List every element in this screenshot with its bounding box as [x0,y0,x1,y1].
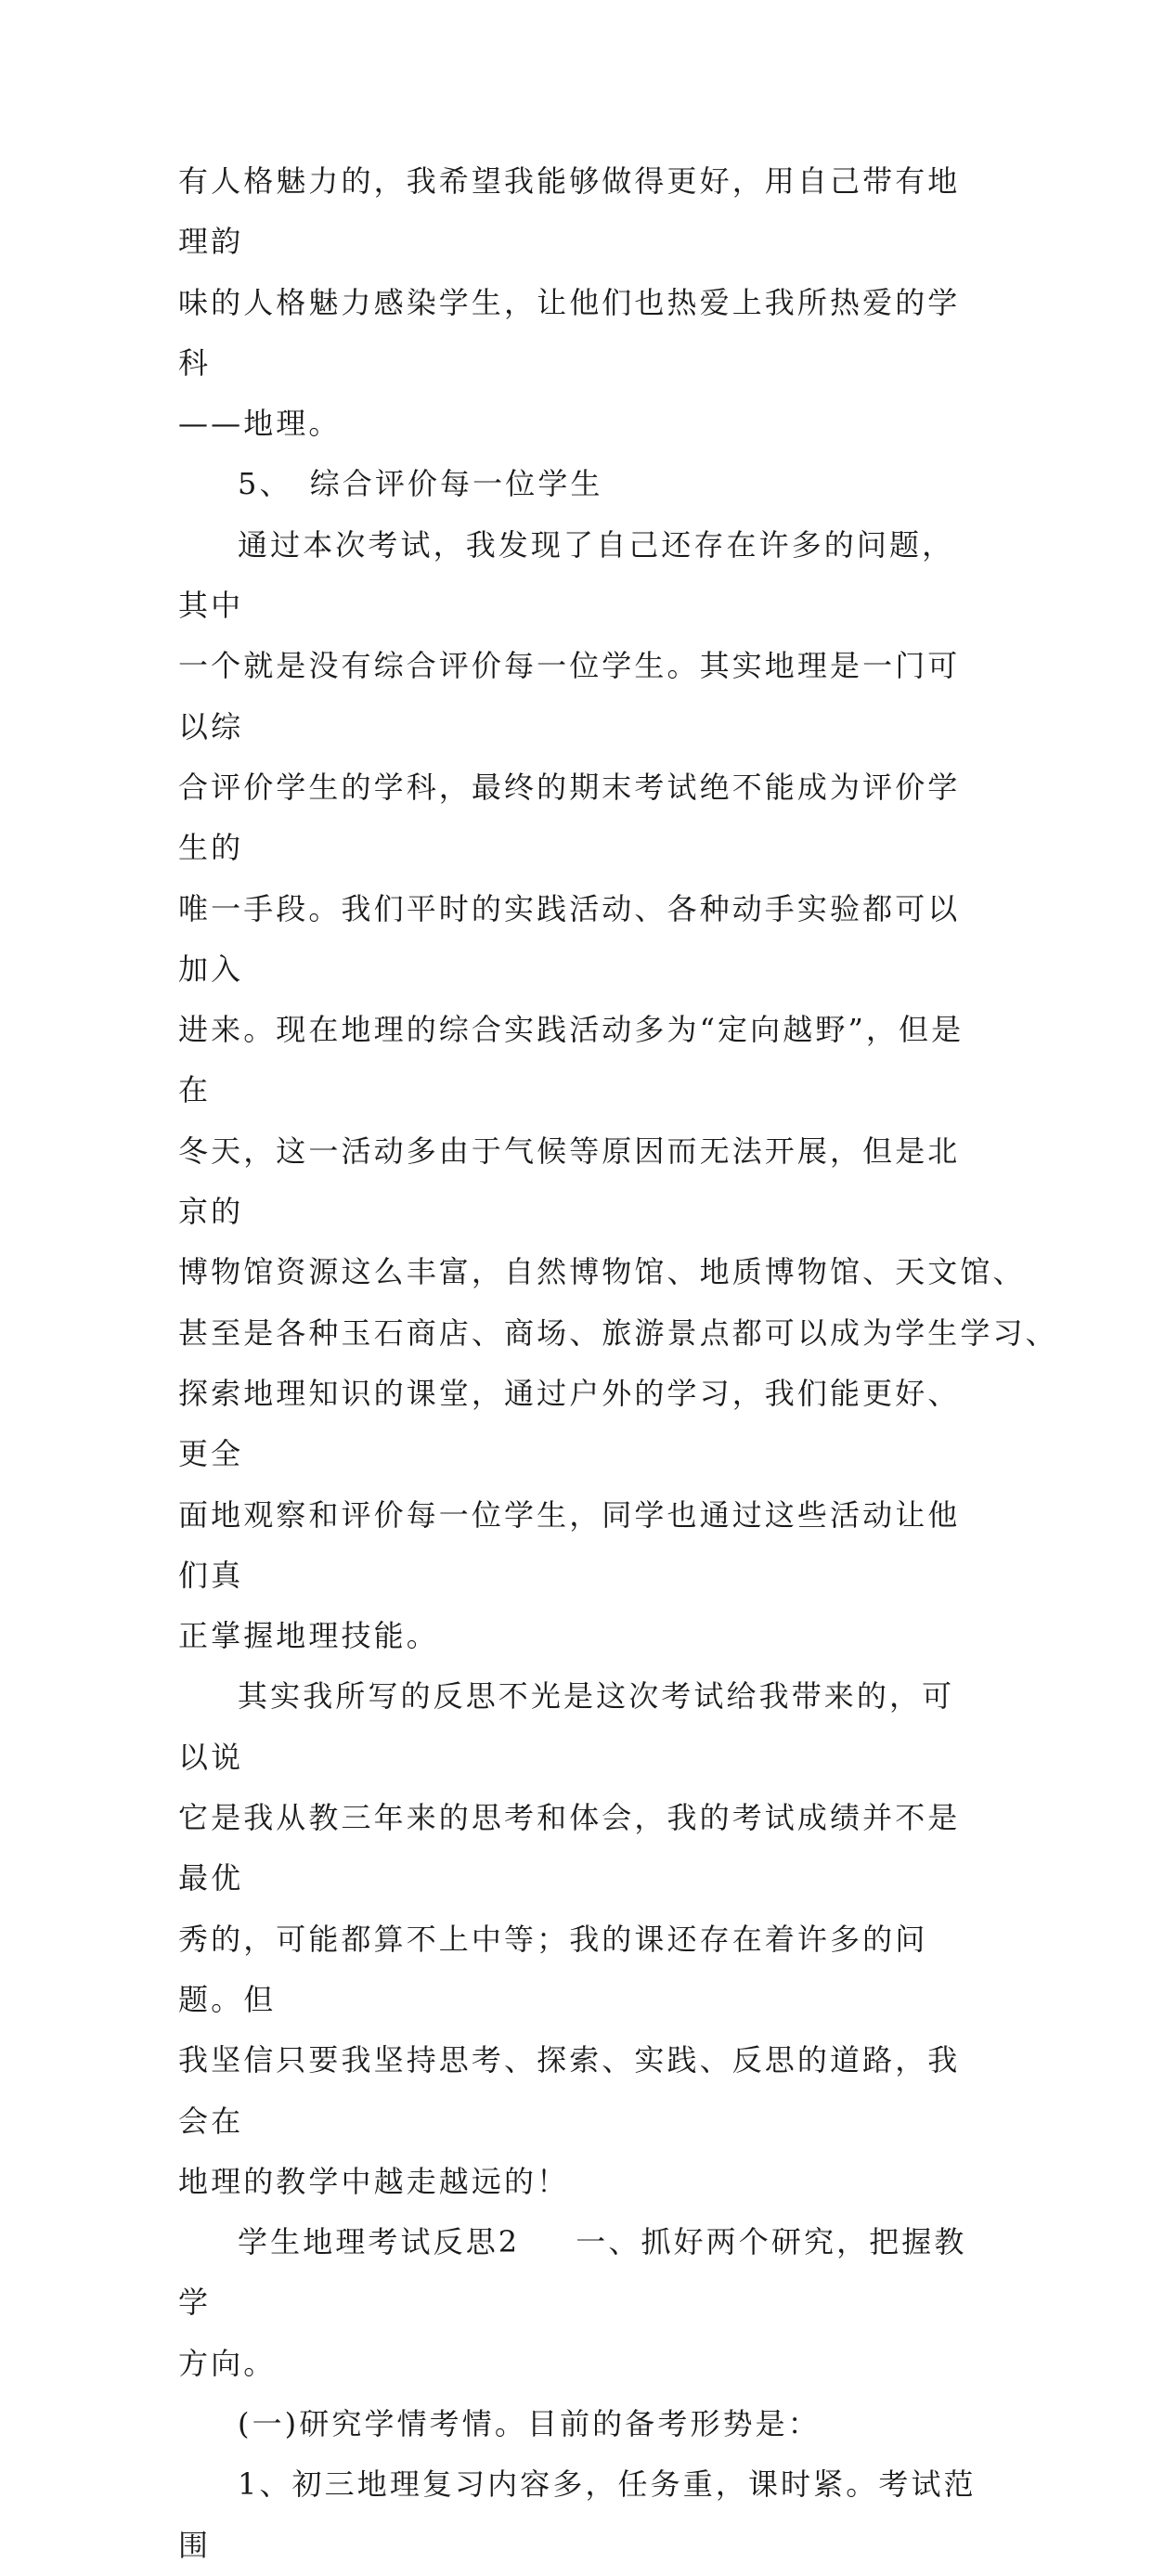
section-2-title: 学生地理考试反思2 [238,2224,521,2260]
paragraph-line: 它是我从教三年来的思考和体会，我的考试成绩并不是最优 [178,1800,961,1896]
paragraph-line: 我坚信只要我坚持思考、探索、实践、反思的道路，我会在 [178,2042,961,2139]
paragraph-line: 一个就是没有综合评价每一位学生。其实地理是一门可以综 [178,648,961,744]
list-item-1: 1、初三地理复习内容多，任务重，课时紧。考试范围 [178,2466,977,2563]
section-2-title-line [178,2212,978,2334]
paragraph-line: 冬天，这一活动多由于气候等原因而无法开展，但是北京的 [178,1133,961,1230]
paragraph-line: 探索地理知识的课堂，通过户外的学习，我们能更好、更全 [178,1375,961,1472]
paragraph-line: 合评价学生的学科，最终的期末考试绝不能成为评价学生的 [178,769,961,866]
paragraph-line: 甚至是各种玉石商店、商场、旅游景点都可以成为学生学习、 [178,1314,1058,1351]
paragraph-line: 其实我所写的反思不光是这次考试给我带来的，可以说 [178,1678,955,1775]
paragraph-line: ——地理。 [178,406,342,442]
paragraph-line: 通过本次考试，我发现了自己还存在许多的问题，其中 [178,526,955,624]
paragraph-line: 有人格魅力的，我希望我能够做得更好，用自己带有地理韵 [178,163,961,260]
paragraph-line: 唯一手段。我们平时的实践活动、各种动手实验都可以加入 [178,890,961,987]
paragraph-line: 博物馆资源这么丰富，自然博物馆、地质博物馆、天文馆、 [178,1254,1026,1290]
paragraph-line: 进来。现在地理的综合实践活动多为“定向越野”，但是在 [178,1012,964,1108]
section-heading-5: 5、 综合评价每一位学生 [238,466,603,502]
paragraph-line: 正掌握地理技能。 [178,1618,439,1654]
paragraph-line: 秀的，可能都算不上中等；我的课还存在着许多的问题。但 [178,1921,928,2017]
paragraph-line: 面地观察和评价每一位学生，同学也通过这些活动让他们真 [178,1496,961,1593]
paragraph-line: 味的人格魅力感染学生，让他们也热爱上我所热爱的学科 [178,284,961,381]
document-body [178,151,1058,2576]
paragraph-line: 地理的教学中越走越远的！ [178,2163,570,2199]
paragraph-line: 方向。 [178,2345,277,2381]
subheading-1: (一)研究学情考情。目前的备考形势是： [238,2405,821,2441]
section-2-point-1: 一、抓好两个研究，把握教学 [178,2224,967,2321]
